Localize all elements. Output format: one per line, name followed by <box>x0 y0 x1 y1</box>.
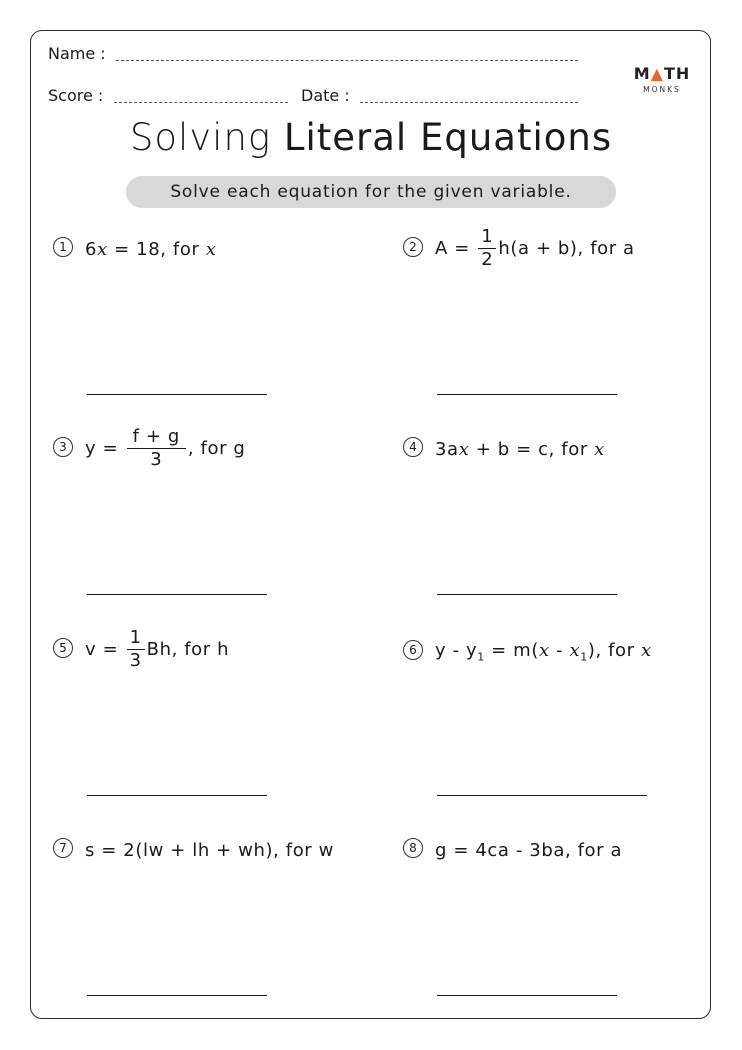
problem-number: 2 <box>403 237 423 257</box>
answer-line-6[interactable] <box>437 795 647 796</box>
problem-number: 3 <box>53 437 73 457</box>
name-label: Name : <box>48 44 106 63</box>
problem-number: 6 <box>403 640 423 660</box>
answer-line-4[interactable] <box>437 594 617 595</box>
problem-number: 1 <box>53 237 73 257</box>
problem-4: 4 3ax + b = c, for x <box>403 438 605 460</box>
problem-number: 8 <box>403 838 423 858</box>
date-label: Date : <box>301 86 350 105</box>
problem-number: 7 <box>53 838 73 858</box>
score-field[interactable] <box>114 102 288 103</box>
score-label: Score : <box>48 86 104 105</box>
date-field[interactable] <box>360 102 578 103</box>
answer-line-1[interactable] <box>87 394 267 395</box>
answer-line-8[interactable] <box>437 995 617 996</box>
problem-5: 5 v = $\frac{1}{3}$ Bh, for h <box>53 627 229 672</box>
problem-number: 4 <box>403 437 423 457</box>
page-title: Solving Literal Equations <box>129 116 613 159</box>
answer-line-5[interactable] <box>87 795 267 796</box>
math-monks-logo: M▲TH MONKS <box>633 64 691 94</box>
answer-line-7[interactable] <box>87 995 267 996</box>
problem-8: 8 g = 4ca - 3ba, for a <box>403 839 622 861</box>
instruction-banner: Solve each equation for the given variable. <box>126 176 616 208</box>
problem-3: 3 y = $\frac{f + g}{3}$ , for g <box>53 426 245 471</box>
problem-1: 1 6x = 18, for x <box>53 238 217 260</box>
problem-7: 7 s = 2(lw + lh + wh), for w <box>53 839 334 861</box>
answer-line-2[interactable] <box>437 394 617 395</box>
problem-2: 2 A = $\frac{1}{2}$ h(a + b), for a <box>403 226 635 271</box>
problem-6: 6 $y - y_1 = m(x - x_1)$, for x <box>403 640 652 664</box>
answer-line-3[interactable] <box>87 594 267 595</box>
problem-number: 5 <box>53 638 73 658</box>
name-field[interactable] <box>116 60 578 61</box>
